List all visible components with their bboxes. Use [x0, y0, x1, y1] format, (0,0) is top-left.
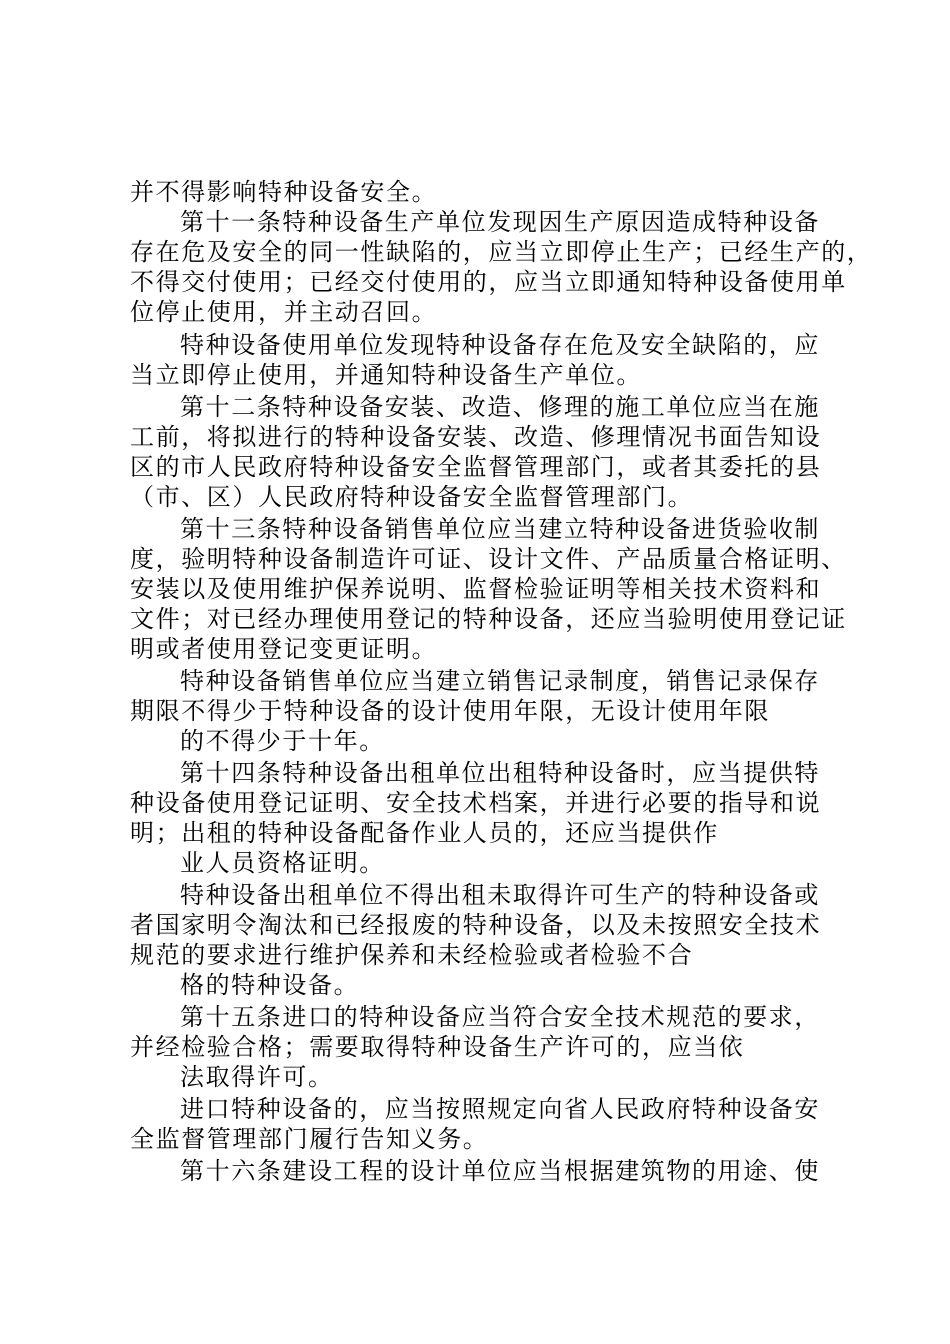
text-line: 业人员资格证明。 — [180, 849, 385, 877]
text-line: 进口特种设备的，应当按照规定向省人民政府特种设备安 — [180, 1095, 820, 1123]
text-line: 安装以及使用维护保养说明、监督检验证明等相关技术资料和 — [130, 575, 822, 603]
text-line: 第十五条进口的特种设备应当符合安全技术规范的要求， — [180, 1003, 820, 1031]
text-line: 工前，将拟进行的特种设备安装、改造、修理情况书面告知设 — [130, 423, 822, 451]
text-line: 度，验明特种设备制造许可证、设计文件、产品质量合格证明、 — [130, 545, 847, 573]
text-line: 并经检验合格；需要取得特种设备生产许可的，应当依 — [130, 1033, 745, 1061]
text-line: 特种设备销售单位应当建立销售记录制度，销售记录保存 — [180, 667, 820, 695]
text-line: 特种设备使用单位发现特种设备存在危及安全缺陷的，应 — [180, 331, 820, 359]
text-line: 规范的要求进行维护保养和未经检验或者检验不合 — [130, 941, 694, 969]
text-line: 特种设备出租单位不得出租未取得许可生产的特种设备或 — [180, 881, 820, 909]
text-line: 第十三条特种设备销售单位应当建立特种设备进货验收制 — [180, 515, 820, 543]
text-line: 的不得少于十年。 — [180, 727, 385, 755]
text-line: 位停止使用，并主动召回。 — [130, 298, 438, 326]
text-line: 第十四条特种设备出租单位出租特种设备时，应当提供特 — [180, 759, 820, 787]
text-line: 不得交付使用；已经交付使用的，应当立即通知特种设备使用单 — [130, 268, 847, 296]
text-line: 格的特种设备。 — [180, 971, 360, 999]
text-line: 期限不得少于特种设备的设计使用年限，无设计使用年限 — [130, 697, 770, 725]
text-line: （市、区）人民政府特种设备安全监督管理部门。 — [130, 483, 694, 511]
text-line: 者国家明令淘汰和已经报废的特种设备，以及未按照安全技术 — [130, 911, 822, 939]
text-line: 文件；对已经办理使用登记的特种设备，还应当验明使用登记证 — [130, 605, 847, 633]
text-line: 当立即停止使用，并通知特种设备生产单位。 — [130, 361, 642, 389]
text-line: 法取得许可。 — [180, 1063, 334, 1091]
text-line: 明；出租的特种设备配备作业人员的，还应当提供作 — [130, 819, 719, 847]
text-line: 第十六条建设工程的设计单位应当根据建筑物的用途、使 — [180, 1157, 820, 1185]
text-line: 并不得影响特种设备安全。 — [130, 178, 438, 206]
text-line: 存在危及安全的同一性缺陷的，应当立即停止生产；已经生产的， — [130, 238, 873, 266]
text-line: 种设备使用登记证明、安全技术档案，并进行必要的指导和说 — [130, 789, 822, 817]
text-line: 第十二条特种设备安装、改造、修理的施工单位应当在施 — [180, 393, 820, 421]
text-line: 明或者使用登记变更证明。 — [130, 635, 438, 663]
text-line: 第十一条特种设备生产单位发现因生产原因造成特种设备 — [180, 208, 820, 236]
text-line: 全监督管理部门履行告知义务。 — [130, 1125, 489, 1153]
text-line: 区的市人民政府特种设备安全监督管理部门，或者其委托的县 — [130, 453, 822, 481]
